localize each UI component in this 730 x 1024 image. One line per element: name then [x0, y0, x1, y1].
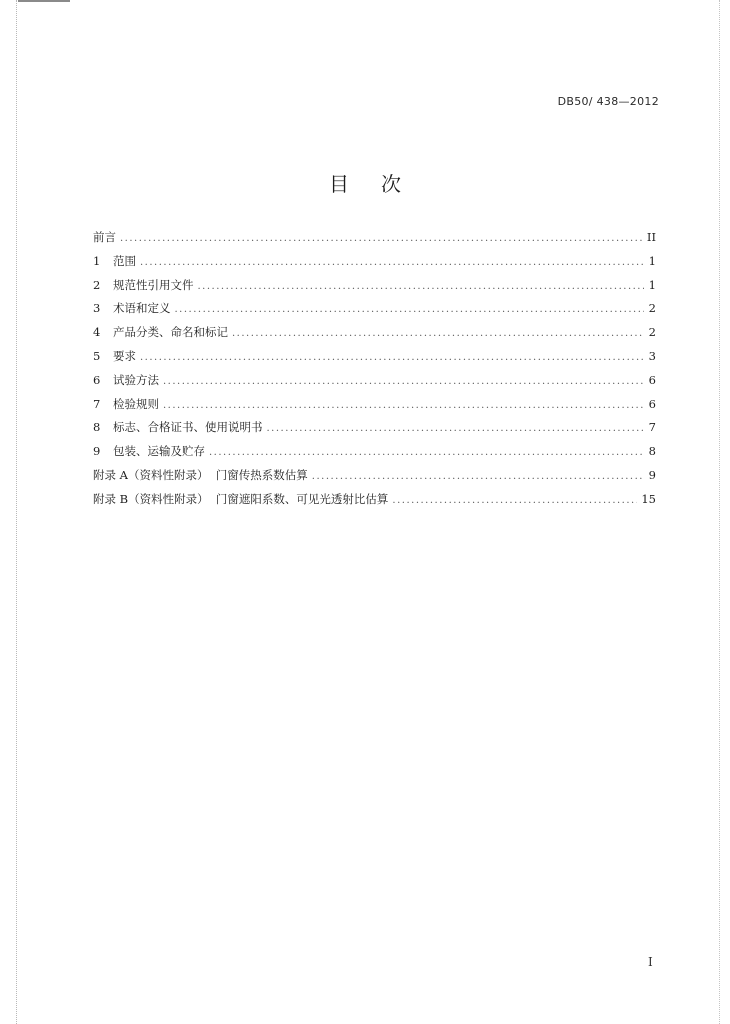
toc-entry-page: 1 [648, 253, 656, 268]
toc-entry-3[interactable] [93, 300, 656, 324]
top-edge-rule [18, 0, 70, 2]
toc-dot-leader [175, 304, 645, 315]
table-of-contents [93, 229, 656, 515]
toc-entry-page: 3 [648, 348, 656, 363]
toc-entry-number: 2 [93, 277, 101, 292]
toc-entry-label: 试验方法 [113, 372, 159, 387]
toc-dot-leader [392, 495, 637, 506]
document-code: DB50/ 438—2012 [557, 95, 659, 108]
toc-entry-4[interactable] [93, 324, 656, 348]
toc-entry-label: 规范性引用文件 [113, 277, 194, 292]
toc-dot-leader [312, 471, 644, 482]
toc-entry-number: 4 [93, 325, 101, 340]
toc-entry-foreword[interactable] [93, 229, 656, 253]
toc-entry-label: 附录 A（资料性附录） 门窗传热系数估算 [93, 467, 308, 482]
toc-dot-leader [232, 328, 644, 339]
toc-entry-label: 术语和定义 [113, 301, 171, 316]
toc-dot-leader [163, 376, 644, 387]
toc-entry-page: 6 [648, 396, 656, 411]
toc-entry-number: 7 [93, 396, 101, 411]
toc-entry-label: 产品分类、命名和标记 [113, 325, 228, 340]
toc-entry-9[interactable] [93, 443, 656, 467]
toc-entry-2[interactable] [93, 277, 656, 301]
toc-entry-6[interactable] [93, 372, 656, 396]
toc-entry-number: 8 [93, 420, 101, 435]
toc-dot-leader [267, 423, 645, 434]
toc-dot-leader [140, 257, 644, 268]
toc-entry-page: 2 [648, 301, 656, 316]
toc-entry-label: 附录 B（资料性附录） 门窗遮阳系数、可见光透射比估算 [93, 491, 389, 506]
page-number: I [648, 955, 653, 969]
toc-entry-page: 9 [648, 467, 656, 482]
toc-entry-number: 5 [93, 348, 101, 363]
toc-entry-number: 6 [93, 372, 101, 387]
toc-entry-number: 9 [93, 444, 101, 459]
toc-entry-8[interactable] [93, 419, 656, 443]
toc-dot-leader [198, 281, 645, 292]
toc-dot-leader [163, 400, 644, 411]
toc-entry-number: 3 [93, 301, 101, 316]
toc-entry-number: 1 [93, 253, 101, 268]
scan-left-edge [16, 0, 17, 1024]
toc-entry-page: 8 [648, 444, 656, 459]
toc-dot-leader [120, 233, 643, 244]
toc-dot-leader [209, 447, 644, 458]
toc-entry-label: 标志、合格证书、使用说明书 [113, 420, 263, 435]
toc-title: 目次 [329, 172, 433, 196]
toc-entry-label: 包装、运输及贮存 [113, 444, 205, 459]
toc-entry-appendix-b[interactable] [93, 491, 656, 515]
scan-right-edge [719, 0, 720, 1024]
toc-entry-page: 6 [648, 372, 656, 387]
toc-entry-page: II [646, 230, 656, 244]
toc-entry-page: 7 [648, 420, 656, 435]
toc-entry-label: 范围 [113, 253, 136, 268]
toc-entry-label: 前言 [93, 230, 116, 244]
toc-entry-7[interactable] [93, 396, 656, 420]
toc-entry-appendix-a[interactable] [93, 467, 656, 491]
toc-dot-leader [140, 352, 644, 363]
toc-entry-1[interactable] [93, 253, 656, 277]
toc-entry-page: 2 [648, 325, 656, 340]
toc-entry-5[interactable] [93, 348, 656, 372]
toc-entry-label: 检验规则 [113, 396, 159, 411]
toc-entry-page: 15 [641, 491, 656, 506]
toc-entry-page: 1 [648, 277, 656, 292]
toc-entry-label: 要求 [113, 348, 136, 363]
